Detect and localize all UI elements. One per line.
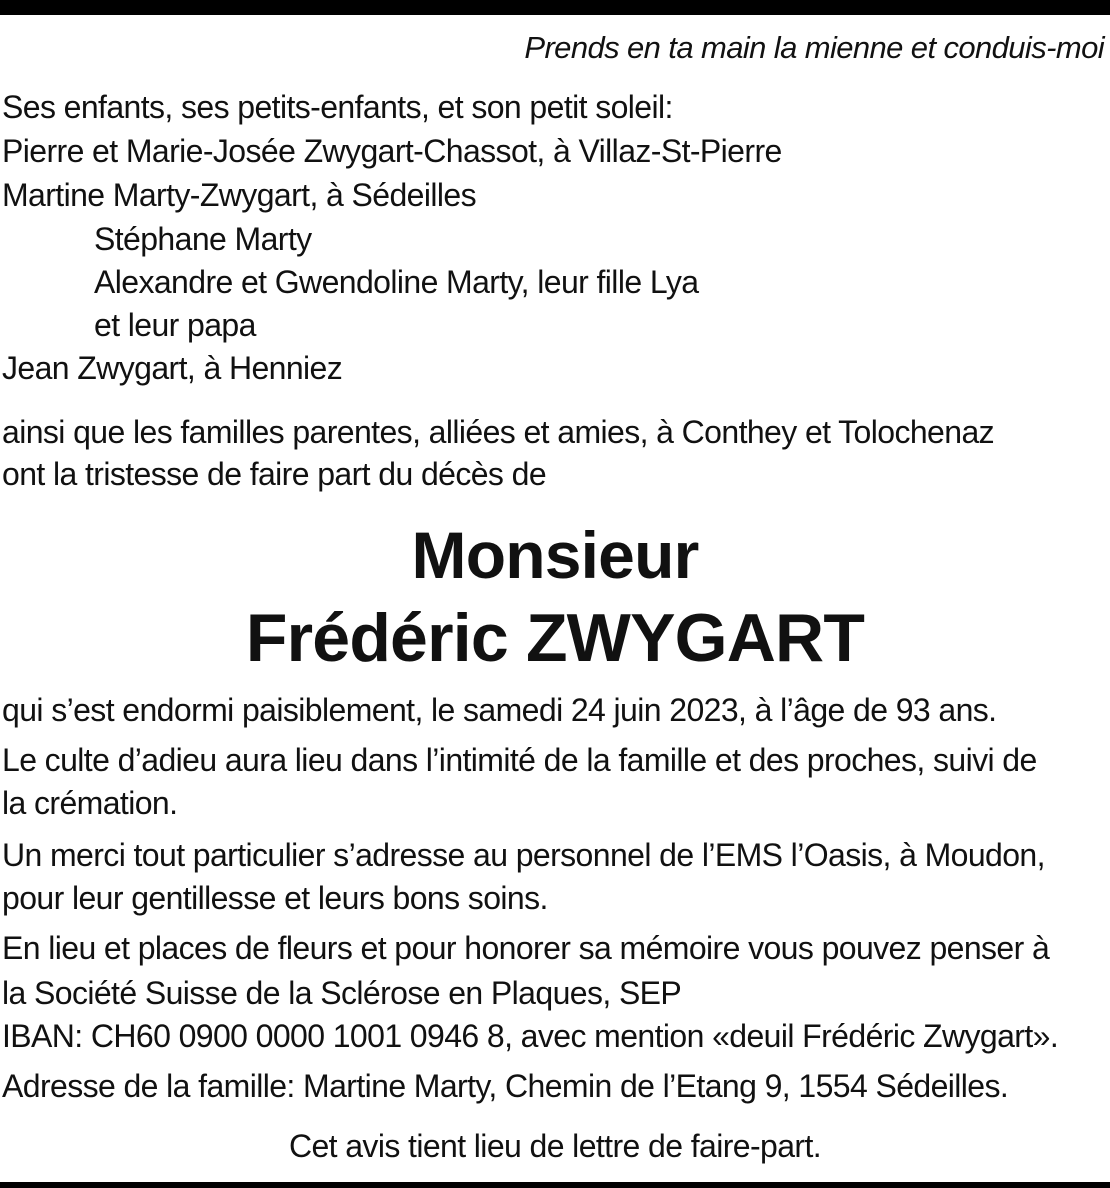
body-line: Un merci tout particulier s’adresse au personnel de l’EMS l’Oasis, à Moudon,	[2, 837, 1045, 873]
family-member: Martine Marty-Zwygart, à Sédeilles	[2, 177, 476, 213]
body-line: la crémation.	[2, 785, 178, 821]
body-line: la Société Suisse de la Sclérose en Plaques, SEP	[2, 975, 682, 1011]
deceased-name: Frédéric ZWYGART	[245, 600, 865, 676]
family-member: Stéphane Marty	[94, 221, 312, 257]
bottom-rule	[0, 1182, 1110, 1188]
family-member: Jean Zwygart, à Henniez	[2, 350, 343, 386]
motto: Prends en ta main la mienne et conduis-moi	[524, 30, 1104, 65]
family-member: Alexandre et Gwendoline Marty, leur fille Lya	[94, 264, 699, 300]
announcement-line: ont la tristesse de faire part du décès de	[2, 456, 547, 492]
announcement-line: ainsi que les familles parentes, alliées et amies, à Conthey et Tolochenaz	[2, 414, 995, 450]
body-line: Adresse de la famille: Martine Marty, Chemin de l’Etang 9, 1554 Sédeilles.	[2, 1068, 1009, 1104]
top-rule	[0, 0, 1110, 15]
body-line: pour leur gentillesse et leurs bons soins.	[2, 880, 548, 916]
deceased-title: Monsieur	[411, 518, 699, 592]
body-line: Le culte d’adieu aura lieu dans l’intimité de la famille et des proches, suivi de	[2, 742, 1037, 778]
family-member: Pierre et Marie-Josée Zwygart-Chassot, à Villaz-St-Pierre	[2, 133, 782, 169]
body-line: qui s’est endormi paisiblement, le samedi 24 juin 2023, à l’âge de 93 ans.	[2, 692, 997, 728]
body-line: IBAN: CH60 0900 0000 1001 0946 8, avec mention «deuil Frédéric Zwygart».	[2, 1018, 1059, 1054]
body-line: En lieu et places de fleurs et pour honorer sa mémoire vous pouvez penser à	[2, 930, 1050, 966]
family-intro: Ses enfants, ses petits-enfants, et son petit soleil:	[2, 89, 673, 125]
family-member: et leur papa	[94, 307, 256, 343]
closing-note: Cet avis tient lieu de lettre de faire-part.	[288, 1128, 822, 1164]
